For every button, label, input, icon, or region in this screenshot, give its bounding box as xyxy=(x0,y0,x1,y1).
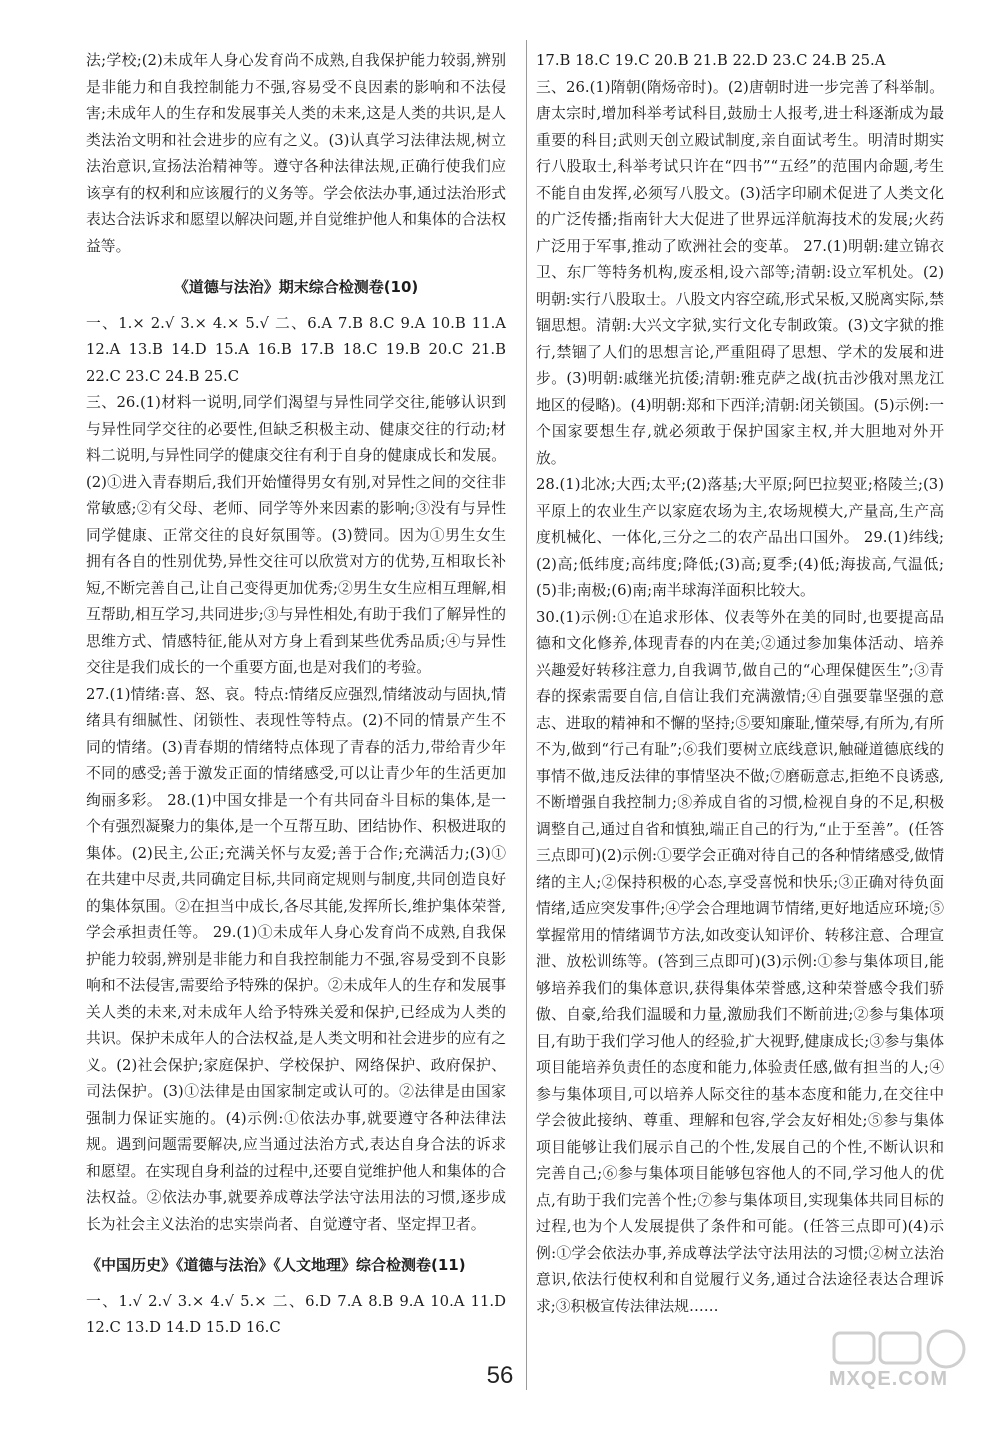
watermark-logo xyxy=(828,1327,978,1405)
column-divider xyxy=(526,40,527,1390)
left-column xyxy=(86,48,506,1342)
watermark-text: MXQE.COM xyxy=(828,1368,948,1390)
section11-title: 《中国历史》《道德与法治》《人文地理》综合检测卷(11) xyxy=(86,1256,466,1274)
section10-q27-29: 27.(1)情绪:喜、怒、哀。特点:情绪反应强烈,情绪波动与固执,情绪具有细腻性、闭锁性、表现性等特点。(2)不同的情景产生不同的情绪。(3)青春期的情绪特点体现了青春的活力,带给青少年不同的感受;善于激发正面的情绪感受,可以让青少年的生活更加绚丽多彩。 28.(1)中国女排是一个有共同奋斗目标的集体,是一个有强烈凝聚力的集体,是一个互帮互助、团结协作、积极进取的集体。(2)民主,公正;充满关怀与友爱;善于合作;充满活力;(3)①在共建中尽责,共同确定目标,共同商定规则与制度,共同创造良好的集体氛围。②在担当中成长,各尽其能,发挥所长,维护集体荣誉,学会承担责任等。 29.(1)①未成年人身心发育尚不成熟,自我保护能力较弱,辨别是非能力和自我控制能力不强,容易受到不良影响和不法侵害,需要给予特殊的保护。②未成年人的生存和发展事关人类的未来,对未成年人给予特殊关爱和保护,已经成为人类的共识。保护未成年人的合法权益,是人类文明和社会进步的应有之义。(2)社会保护;家庭保护、学校保护、网络保护、政府保护、司法保护。(3)①法律是由国家制定或认可的。②法律是由国家强制力保证实施的。(4)示例:①依法办事,就要遵守各种法律法规。遇到问题需要解决,应当通过法治方式,表达自身合法的诉求和愿望。在实现自身利益的过程中,还要自觉维护他人和集体的合法权益。②依法办事,就要养成尊法学法守法用法的习惯,逐步成长为社会主义法治的忠实崇尚者、自觉遵守者、坚定捍卫者。 xyxy=(86,685,506,1233)
section10-q26: 三、26.(1)材料一说明,同学们渴望与异性同学交往,能够认识到与异性同学交往的必要性,但缺乏积极主动、健康交往的行动;材料二说明,与异性同学的健康交往有利于自身的健康成长和发展。(2)①进入青春期后,我们开始懂得男女有别,对异性之间的交往非常敏感;②有父母、老师、同学等外来因素的影响;③没有与异性同学健康、正常交往的良好氛围等。(3)赞同。因为①男生女生拥有各自的性别优势,异性交往可以欣赏对方的优势,互相取长补短,不断完善自己,让自己变得更加优秀;②男生女生应相互理解,相互帮助,相互学习,共同进步;③与异性相处,有助于我们了解异性的思维方式、情感特征,能从对方身上看到某些优秀品质;④与异性交往是我们成长的一个重要方面,也是对我们的考验。 xyxy=(86,394,506,676)
page-number: 56 xyxy=(486,1362,514,1389)
watermark-logo-icon xyxy=(828,1327,978,1405)
section10-answers-choice: 一、1.× 2.√ 3.× 4.× 5.√ 二、6.A 7.B 8.C 9.A 10.B 11.A 12.A 13.B 14.D 15.A 16.B 17.B 18.C 19.B 20.C 21.B 22.C 23.C 24.B 25.C xyxy=(86,314,506,385)
section11-q26-27: 三、26.(1)隋朝(隋炀帝时)。(2)唐朝时进一步完善了科举制。唐太宗时,增加科举考试科目,鼓励士人报考,进士科逐渐成为最重要的科目;武则天创立殿试制度,亲自面试考生。明清时期实行八股取士,科举考试只许在“四书”“五经”的范围内命题,考生不能自由发挥,必须写八股文。(3)活字印刷术促进了人类文化的广泛传播;指南针大大促进了世界远洋航海技术的发展;火药广泛用于军事,推动了欧洲社会的变革。 27.(1)明朝:建立锦衣卫、东厂等特务机构,废丞相,设六部等;清朝:设立军机处。(2)明朝:实行八股取士。八股文内容空疏,形式呆板,又脱离实际,禁锢思想。清朝:大兴文字狱,实行文化专制政策。(3)文字狱的推行,禁锢了人们的思想言论,严重阻碍了思想、学术的发展和进步。(3)明朝:戚继光抗倭;清朝:雅克萨之战(抗击沙俄对黑龙江地区的侵略)。(4)明朝:郑和下西洋;清朝:闭关锁国。(5)示例:一个国家要想生存,就必须敢于保护国家主权,并大胆地对外开放。 xyxy=(536,78,944,467)
section11-answers-choice-part1: 一、1.√ 2.√ 3.× 4.√ 5.× 二、6.D 7.A 8.B 9.A 10.A 11.D 12.C 13.D 14.D 15.D 16.C xyxy=(86,1292,506,1336)
section11-answers-choice-part2: 17.B 18.C 19.C 20.B 21.B 22.D 23.C 24.B 25.A xyxy=(536,52,886,69)
section11-q30: 30.(1)示例:①在追求形体、仪表等外在美的同时,也要提高品德和文化修养,体现青春的内在美;②通过参加集体活动、培养兴趣爱好转移注意力,自我调节,做自己的“心理保健医生”;③青春的探索需要自信,自信让我们充满激情;④自强要靠坚强的意志、进取的精神和不懈的坚持;⑤要知廉耻,懂荣辱,有所为,有所不为,做到“行己有耻”;⑥我们要树立底线意识,触碰道德底线的事情不做,违反法律的事情坚决不做;⑦磨砺意志,拒绝不良诱惑,不断增强自我控制力;⑧养成自省的习惯,检视自身的不足,积极调整自己,通过自省和慎独,端正自己的行为,“止于至善”。(任答三点即可)(2)示例:①要学会正确对待自己的各种情绪感受,做情绪的主人;②保持积极的心态,享受喜悦和快乐;③正确对待负面情绪,适应突发事件;④学会合理地调节情绪,更好地适应环境;⑤掌握常用的情绪调节方法,如改变认知评价、转移注意、合理宣泄、放松训练等。(答到三点即可)(3)示例:①参与集体项目,能够培养我们的集体意识,获得集体荣誉感,这种荣誉感令我们骄傲、自豪,给我们温暖和力量,激励我们不断前进;②参与集体项目,有助于我们学习他人的经验,扩大视野,健康成长;③参与集体项目能培养负责任的态度和能力,体验责任感,做有担当的人;④参与集体项目,可以培养人际交往的基本态度和能力,在交往中学会彼此接纳、尊重、理解和包容,学会友好相处;⑤参与集体项目能够让我们展示自己的个性,发展自己的个性,不断认识和完善自己;⑥参与集体项目能够包容他人的不同,学习他人的优点,有助于我们完善个性;⑦参与集体项目,实现集体共同目标的过程,也为个人发展提供了条件和可能。(任答三点即可)(4)示例:①学会依法办事,养成尊法学法守法用法的习惯;②树立法治意识,依法行使权利和自觉履行义务,通过合法途径表达合理诉求;③积极宣传法律法规…… xyxy=(536,608,944,1315)
right-column xyxy=(536,48,944,1320)
section11-q28-29: 28.(1)北冰;大西;太平;(2)落基;大平原;阿巴拉契亚;格陵兰;(3)平原上的农业生产以家庭农场为主,农场规模大,产量高,生产高度机械化、一体化,三分之二的农产品出口国外。 29.(1)纬线;(2)高;低纬度;高纬度;降低;(3)高;夏季;(4)低;海拔高,气温低;(5)非;南极;(6)南;南半球海洋面积比较大。 xyxy=(536,476,944,599)
section10-title: 《道德与法治》期末综合检测卷(10) xyxy=(173,278,419,296)
intro-text: 法;学校;(2)未成年人身心发育尚不成熟,自我保护能力较弱,辨别是非能力和自我控制能力不强,容易受不良因素的影响和不法侵害;未成年人的生存和发展事关人类的未来,这是人类的共识,是人类法治文明和社会进步的应有之义。(3)认真学习法律法规,树立法治意识,宣扬法治精神等。遵守各种法律法规,正确行使我们应该享有的权利和应该履行的义务等。学会依法办事,通过法治形式表达合法诉求和愿望以解决问题,并自觉维护他人和集体的合法权益等。 xyxy=(86,52,506,255)
